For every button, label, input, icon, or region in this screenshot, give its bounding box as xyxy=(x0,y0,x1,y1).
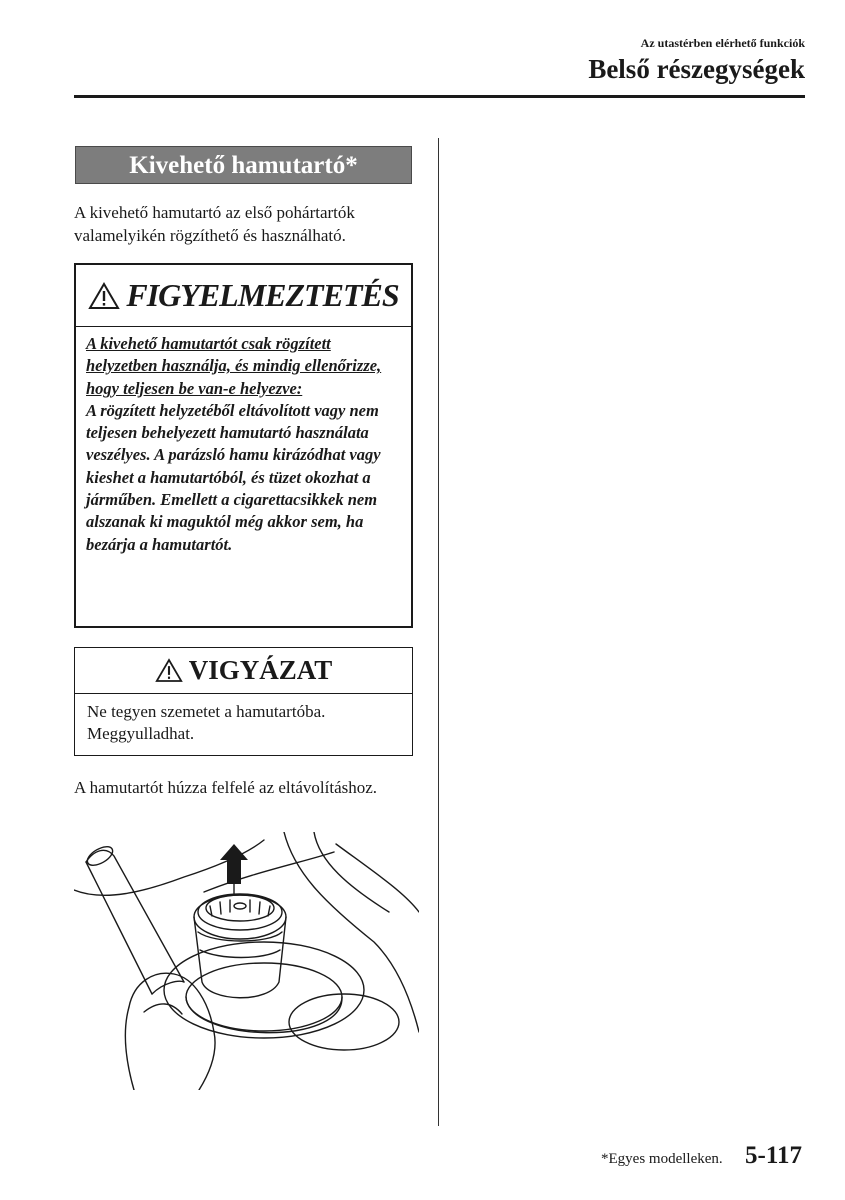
caution-text: Ne tegyen szemetet a hamutartóba. Meggyulladhat. xyxy=(87,702,326,743)
footnote: *Egyes modelleken. xyxy=(601,1151,723,1167)
header-divider xyxy=(74,95,805,98)
arrow-up-icon xyxy=(220,844,248,894)
column-divider xyxy=(438,138,439,1126)
section-title: Kivehető hamutartó* xyxy=(75,146,412,184)
warning-header xyxy=(76,265,411,327)
warning-lead: A kivehető hamutartót csak rögzített helyzetben használja, és mindig ellenőrizze, hogy teljesen be van-e helyezve: xyxy=(86,334,382,398)
warning-triangle-icon xyxy=(155,658,183,683)
warning-text: A rögzített helyzetéből eltávolított vagy nem teljesen behelyezett hamutartó használata veszélyes. A parázsló hamu kirázódhat vagy kieshet a hamutartóból, és tüzet okozhat a járműben. Emellett a cigarettacsikkek nem alszanak ki maguktól még akkor sem, ha bezárja a hamutartót. xyxy=(86,400,381,554)
running-header-section: Az utastérben elérhető funkciók xyxy=(640,36,805,50)
page-number: 5-117 xyxy=(745,1142,802,1169)
warning-box xyxy=(74,263,413,628)
warning-body xyxy=(76,327,411,556)
caution-box xyxy=(74,647,413,756)
removal-instruction: A hamutartót húzza felfelé az eltávolításhoz. xyxy=(74,778,378,797)
caution-title: VIGYÁZAT xyxy=(188,655,333,685)
warning-title: FIGYELMEZTETÉS xyxy=(126,277,399,313)
ashtray-removal-illustration xyxy=(74,832,419,1090)
caution-header xyxy=(75,648,412,694)
intro-paragraph: A kivehető hamutartó az első pohártartók valamelyikén rögzíthető és használható. xyxy=(74,203,355,245)
running-header-title: Belső részegységek xyxy=(588,54,805,84)
warning-triangle-icon xyxy=(88,282,120,310)
